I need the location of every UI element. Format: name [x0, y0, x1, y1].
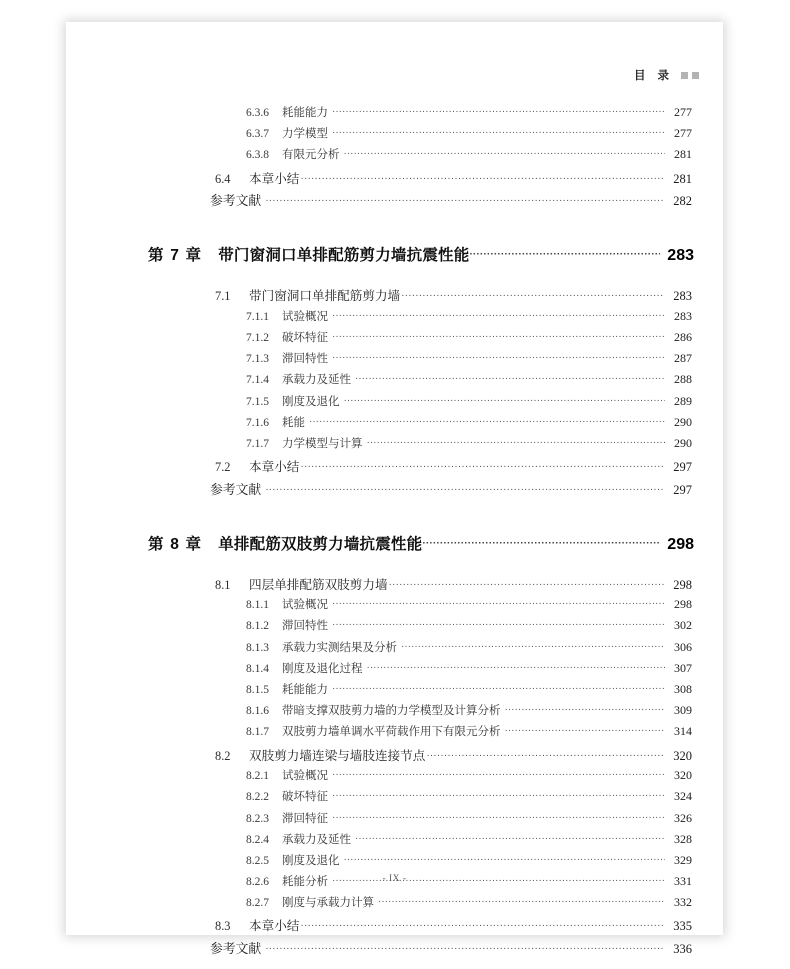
running-head-title: 目 录	[633, 68, 673, 82]
toc-subsection-title: 试验概况	[282, 310, 328, 323]
toc-page-number: 282	[673, 194, 692, 209]
square-mark-icon	[692, 72, 699, 79]
dot-leader	[344, 394, 666, 406]
dot-leader	[300, 170, 664, 184]
toc-page-number: 298	[674, 597, 692, 612]
toc-page-number: 331	[674, 874, 692, 889]
toc-subsection-title: 双肢剪力墙单调水平荷载作用下有限元分析	[282, 726, 501, 739]
book-page-sheet	[66, 22, 723, 957]
dot-leader	[332, 618, 665, 630]
section-spacer	[66, 502, 723, 532]
toc-subsection-number: 6.3.6	[246, 107, 269, 119]
table-of-contents	[66, 104, 723, 961]
toc-page-number: 297	[673, 482, 692, 497]
toc-subsection-entry[interactable]	[246, 308, 692, 329]
toc-section-title: 本章小结	[249, 460, 300, 475]
dot-leader	[367, 661, 666, 673]
toc-section-number: 8.2	[215, 748, 231, 763]
toc-page-number: 290	[674, 435, 692, 450]
toc-subsection-entry[interactable]	[246, 660, 692, 681]
toc-page-number: 298	[667, 535, 694, 553]
toc-references-title: 参考文献	[210, 941, 262, 957]
dot-leader	[401, 640, 665, 652]
toc-subsection-number: 7.1.3	[246, 353, 269, 366]
square-mark-icon	[681, 72, 688, 79]
toc-subsection-entry[interactable]	[246, 831, 692, 852]
toc-page-number: 297	[673, 460, 692, 475]
toc-subsection-title: 力学模型	[282, 128, 328, 141]
toc-subsection-title: 耗能能力	[282, 107, 328, 119]
toc-subsection-number: 7.1.4	[246, 374, 269, 387]
dot-leader	[426, 747, 664, 761]
toc-page-number: 308	[674, 682, 692, 696]
toc-subsection-number: 8.2.4	[246, 833, 269, 846]
toc-subsection-entry[interactable]	[246, 767, 692, 788]
toc-page-number: 335	[673, 919, 692, 934]
toc-subsection-entry[interactable]	[246, 852, 692, 873]
toc-subsection-title: 承载力实测结果及分析	[282, 641, 397, 654]
dot-leader	[332, 682, 665, 694]
toc-subsection-number: 7.1.5	[246, 395, 269, 408]
toc-subsection-title: 破坏特征	[282, 331, 328, 344]
toc-page-number: 328	[674, 831, 692, 846]
toc-subsection-title: 刚度与承载力计算	[282, 897, 374, 910]
toc-subsection-number: 6.3.8	[246, 149, 269, 162]
toc-subsection-number: 8.2.2	[246, 791, 269, 804]
toc-subsection-number: 7.1.7	[246, 437, 269, 450]
toc-subsection-title: 试验概况	[282, 770, 328, 783]
toc-page-number: 298	[673, 577, 692, 592]
toc-page-number: 320	[674, 768, 692, 783]
section-spacer	[66, 265, 723, 285]
toc-subsection-number: 8.2.5	[246, 854, 269, 867]
toc-subsection-number: 7.1.6	[246, 416, 269, 429]
toc-subsection-number: 7.1.1	[246, 310, 269, 323]
toc-page-number: 277	[674, 126, 692, 141]
toc-subsection-entry[interactable]	[246, 104, 692, 125]
toc-page-number: 281	[673, 171, 692, 186]
toc-chapter-entry[interactable]	[148, 532, 694, 554]
dot-leader	[332, 811, 665, 823]
toc-page-number: 290	[674, 414, 692, 429]
toc-section-entry[interactable]	[215, 915, 692, 938]
dot-leader	[265, 480, 664, 495]
toc-subsection-title: 承载力及延性	[282, 374, 351, 387]
dot-leader	[300, 917, 664, 931]
dot-leader	[355, 372, 665, 384]
dot-leader	[265, 939, 664, 954]
page-content-area	[66, 22, 723, 957]
toc-page-number: 281	[674, 147, 692, 162]
section-spacer	[66, 554, 723, 574]
toc-page-number: 326	[674, 810, 692, 825]
toc-section-entry[interactable]	[215, 745, 692, 768]
toc-page-number: 283	[673, 289, 692, 304]
dot-leader	[309, 415, 665, 427]
section-spacer	[66, 213, 723, 243]
toc-section-number: 8.1	[215, 577, 231, 592]
toc-subsection-title: 刚度及退化	[282, 854, 340, 867]
dot-leader	[332, 126, 665, 138]
toc-subsection-number: 7.1.2	[246, 331, 269, 344]
toc-section-number: 7.2	[215, 460, 231, 475]
dot-leader	[378, 895, 665, 907]
toc-references-entry[interactable]	[210, 938, 692, 961]
toc-subsection-entry[interactable]	[246, 350, 692, 371]
dot-leader	[265, 191, 664, 206]
dot-leader	[355, 832, 665, 844]
toc-subsection-entry[interactable]	[246, 329, 692, 350]
toc-subsection-entry[interactable]	[246, 723, 692, 744]
toc-subsection-number: 8.1.7	[246, 726, 269, 739]
dot-leader	[344, 853, 666, 865]
toc-chapter-number: 第 8 章	[148, 535, 203, 553]
toc-page-number: 289	[674, 393, 692, 408]
toc-section-title: 本章小结	[249, 171, 300, 186]
toc-section-entry[interactable]	[215, 168, 692, 191]
toc-page-number: 309	[674, 703, 692, 718]
toc-subsection-number: 8.1.2	[246, 620, 269, 633]
dot-leader	[300, 458, 664, 472]
toc-page-number: 286	[674, 329, 692, 344]
toc-section-title: 双肢剪力墙连梁与墙肢连接节点	[249, 748, 426, 763]
toc-section-title: 四层单排配筋双肢剪力墙	[249, 577, 388, 592]
toc-subsection-entry[interactable]	[246, 894, 692, 915]
toc-subsection-title: 刚度及退化	[282, 395, 340, 408]
running-head-square-marks	[681, 72, 699, 79]
toc-subsection-title: 刚度及退化过程	[282, 662, 363, 675]
toc-subsection-entry[interactable]	[246, 371, 692, 392]
toc-section-title: 带门窗洞口单排配筋剪力墙	[249, 289, 401, 304]
toc-subsection-entry[interactable]	[246, 125, 692, 146]
dot-leader	[505, 724, 666, 736]
toc-subsection-title: 有限元分析	[282, 149, 340, 162]
toc-subsection-number: 8.1.6	[246, 705, 269, 718]
toc-references-title: 参考文献	[210, 481, 262, 497]
toc-section-entry[interactable]	[215, 574, 692, 597]
toc-subsection-number: 8.1.4	[246, 662, 269, 675]
toc-subsection-entry[interactable]	[246, 414, 692, 435]
toc-subsection-entry[interactable]	[246, 639, 692, 660]
dot-leader	[332, 597, 665, 609]
toc-subsection-number: 8.1.5	[246, 684, 269, 696]
toc-subsection-entry[interactable]	[246, 393, 692, 414]
toc-page-number: 336	[673, 942, 692, 957]
dot-leader	[469, 244, 660, 262]
toc-section-number: 8.3	[215, 919, 231, 934]
dot-leader	[332, 309, 665, 321]
toc-subsection-title: 滞回特性	[282, 353, 328, 366]
toc-subsection-title: 滞回特性	[282, 620, 328, 633]
toc-subsection-entry[interactable]	[246, 596, 692, 617]
page-folio: - IX -	[382, 874, 407, 884]
toc-page-number: 306	[674, 639, 692, 654]
dot-leader	[367, 436, 666, 448]
dot-leader	[389, 576, 664, 590]
toc-subsection-entry[interactable]	[246, 617, 692, 638]
toc-references-entry[interactable]	[210, 479, 692, 502]
toc-subsection-number: 8.2.3	[246, 812, 269, 825]
toc-subsection-title: 耗能分析	[282, 876, 328, 889]
dot-leader	[422, 533, 660, 551]
toc-subsection-entry[interactable]	[246, 681, 692, 702]
dot-leader	[332, 789, 665, 801]
dot-leader	[332, 105, 665, 117]
toc-page-number: 302	[674, 618, 692, 633]
toc-section-entry[interactable]	[215, 285, 692, 308]
toc-subsection-title: 承载力及延性	[282, 833, 351, 846]
toc-subsection-title: 耗能能力	[282, 684, 328, 696]
toc-subsection-entry[interactable]	[246, 702, 692, 723]
toc-chapter-title: 单排配筋双肢剪力墙抗震性能	[218, 535, 423, 553]
toc-page-number: 329	[674, 852, 692, 867]
toc-page-number: 283	[667, 247, 694, 265]
toc-subsection-number: 8.2.7	[246, 897, 269, 910]
toc-page-number: 277	[674, 105, 692, 119]
toc-page-number: 332	[674, 895, 692, 910]
toc-section-title: 本章小结	[249, 919, 300, 934]
toc-chapter-entry[interactable]	[148, 243, 694, 265]
dot-leader	[505, 703, 666, 715]
toc-references-title: 参考文献	[210, 193, 262, 209]
toc-subsection-title: 力学模型与计算	[282, 437, 363, 450]
toc-subsection-entry[interactable]	[246, 788, 692, 809]
toc-section-number: 7.1	[215, 289, 231, 304]
toc-subsection-number: 8.1.1	[246, 599, 269, 612]
dot-leader	[332, 330, 665, 342]
toc-section-entry[interactable]	[215, 456, 692, 479]
toc-subsection-number: 8.2.1	[246, 770, 269, 783]
toc-subsection-entry[interactable]	[246, 435, 692, 456]
dot-leader	[401, 287, 664, 301]
toc-subsection-entry[interactable]	[246, 810, 692, 831]
dot-leader	[332, 351, 665, 363]
toc-references-entry[interactable]	[210, 190, 692, 213]
toc-page-number: 307	[674, 660, 692, 675]
toc-subsection-title: 耗能	[282, 416, 305, 429]
toc-section-number: 6.4	[215, 171, 231, 186]
toc-subsection-title: 滞回特征	[282, 812, 328, 825]
toc-subsection-title: 试验概况	[282, 599, 328, 612]
toc-page-number: 287	[674, 351, 692, 366]
toc-subsection-number: 6.3.7	[246, 128, 269, 141]
toc-subsection-number: 8.1.3	[246, 641, 269, 654]
running-head	[634, 70, 699, 82]
toc-chapter-number: 第 7 章	[148, 247, 203, 265]
toc-page-number: 320	[673, 748, 692, 763]
dot-leader	[332, 768, 665, 780]
toc-page-number: 324	[674, 789, 692, 804]
dot-leader	[344, 147, 666, 159]
toc-subsection-entry[interactable]	[246, 146, 692, 167]
toc-subsection-number: 8.2.6	[246, 876, 269, 889]
toc-subsection-title: 带暗支撑双肢剪力墙的力学模型及计算分析	[282, 705, 501, 718]
toc-chapter-title: 带门窗洞口单排配筋剪力墙抗震性能	[218, 247, 470, 265]
toc-page-number: 314	[674, 724, 692, 739]
toc-subsection-title: 破坏特征	[282, 791, 328, 804]
toc-page-number: 283	[674, 308, 692, 323]
toc-page-number: 288	[674, 372, 692, 387]
